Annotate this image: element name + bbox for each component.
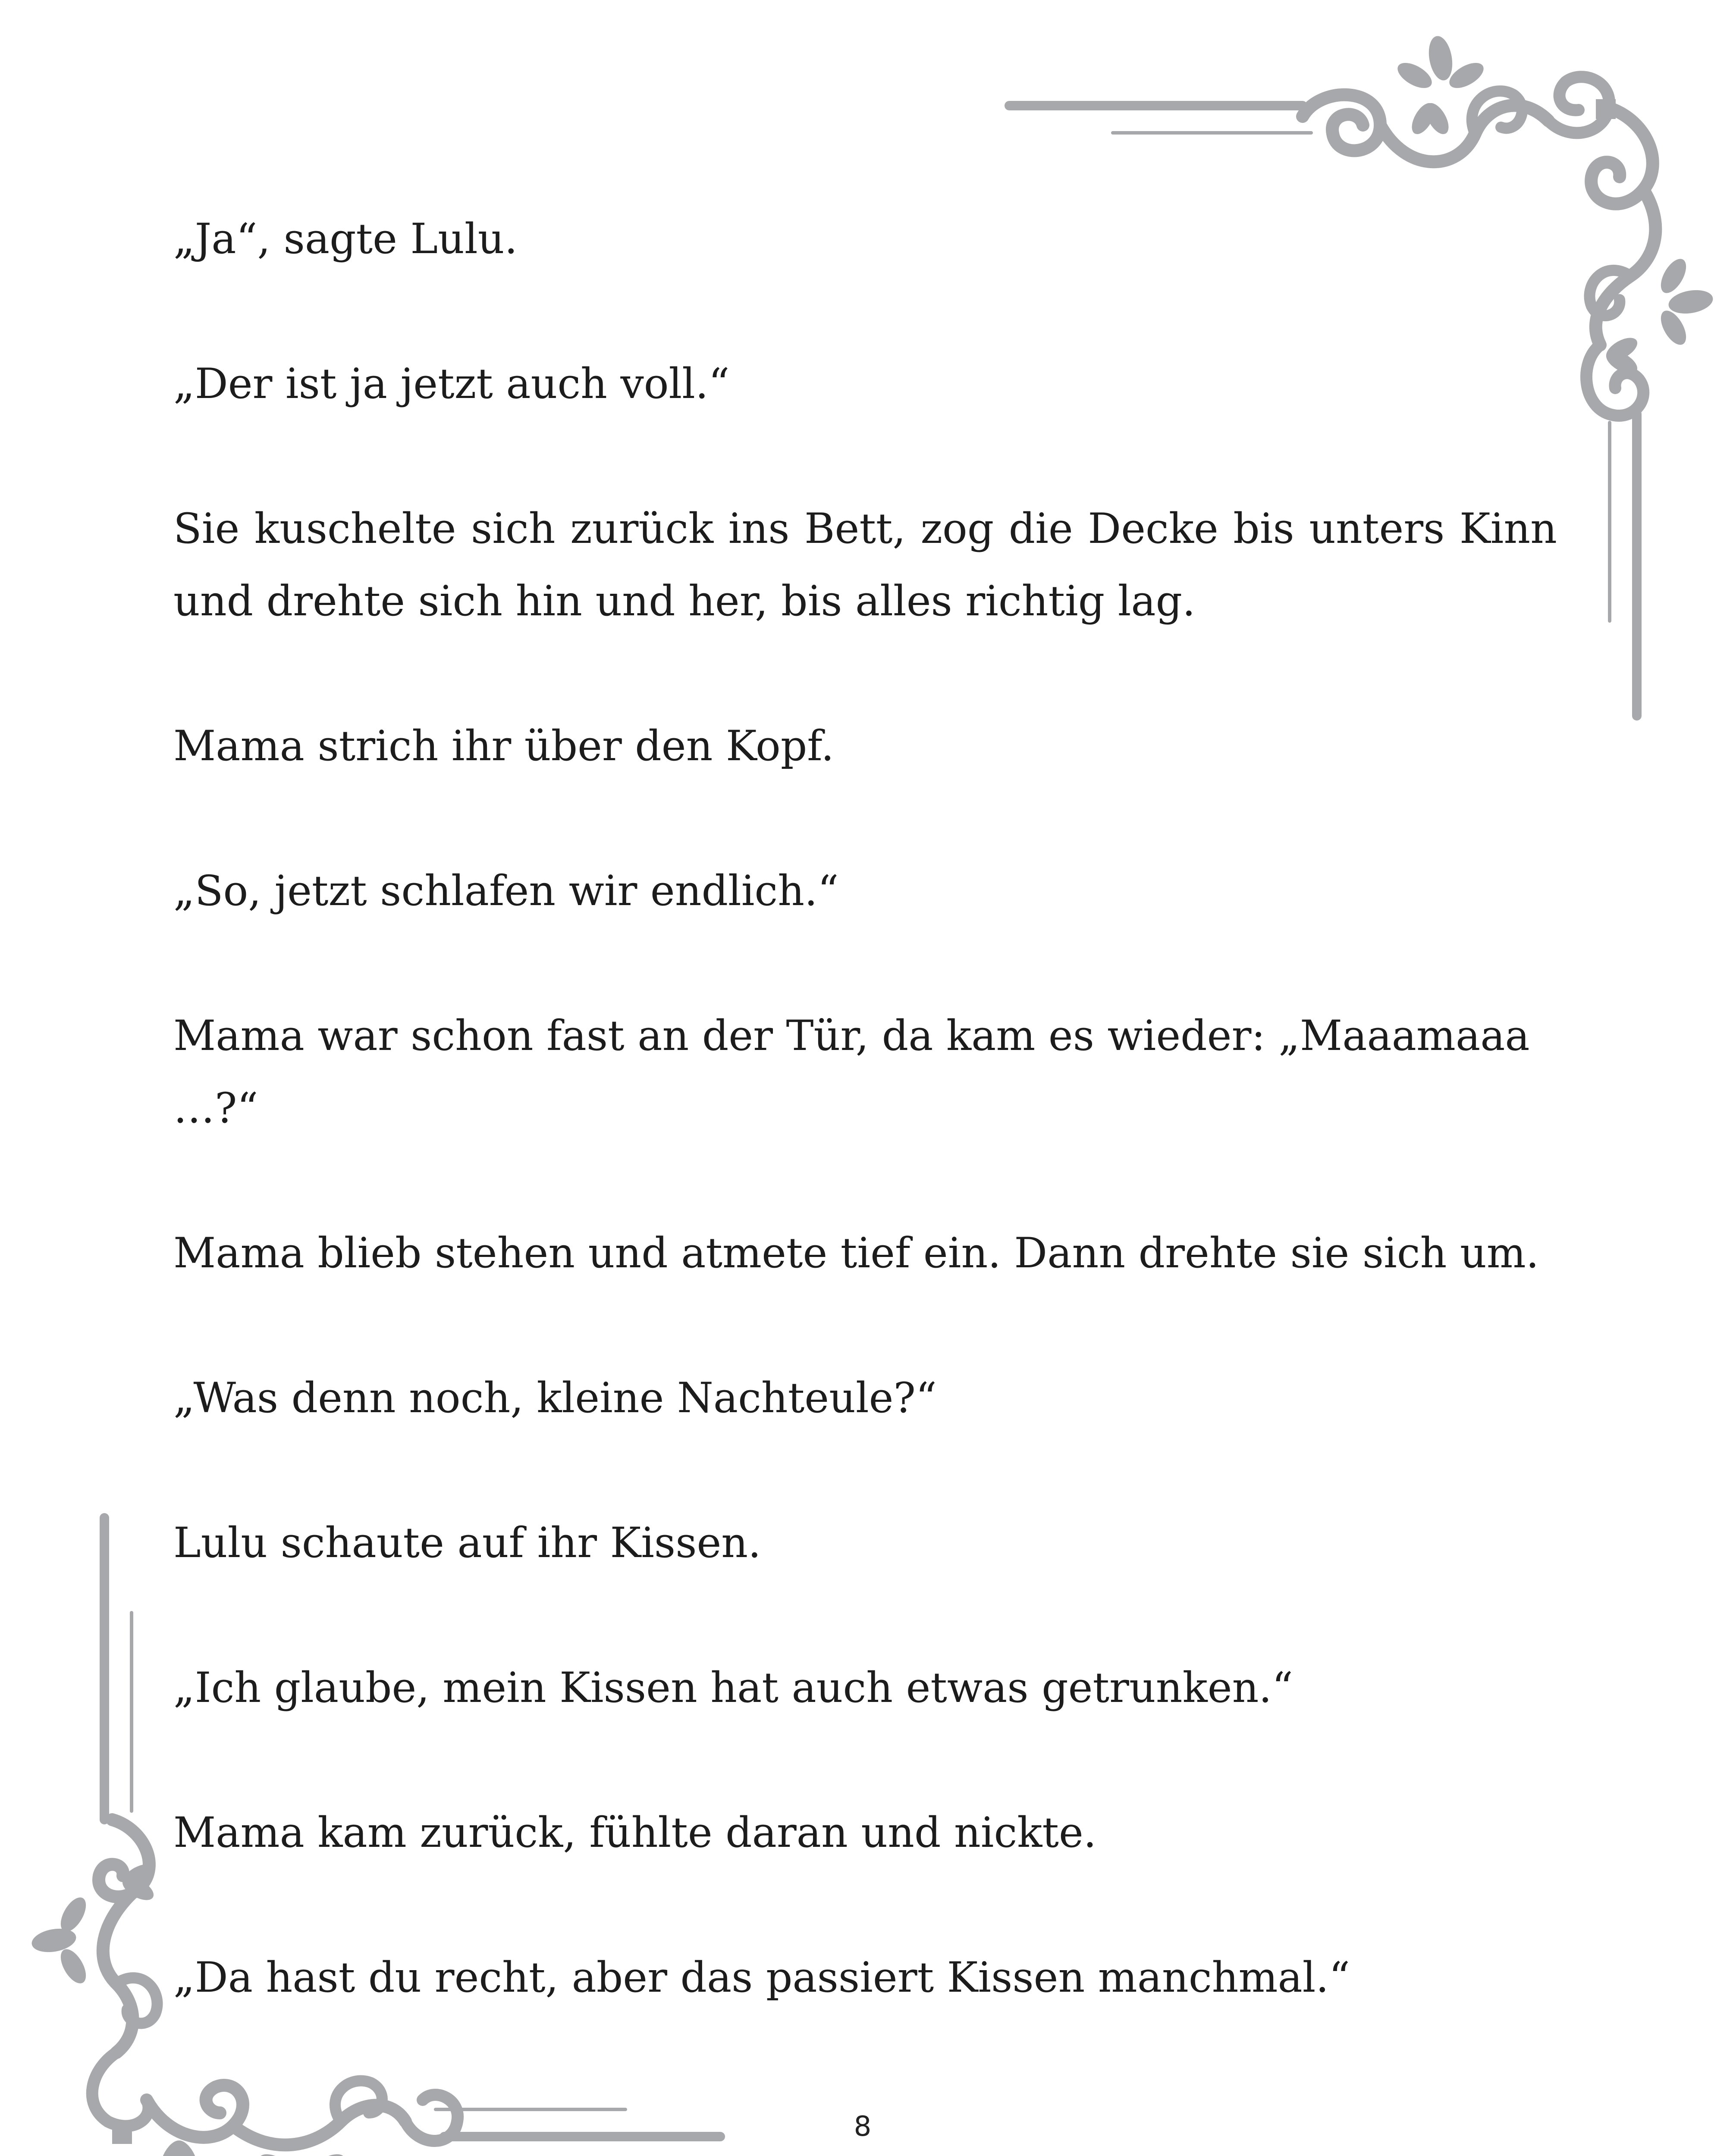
paragraph: Mama strich ihr über den Kopf.	[173, 722, 834, 770]
paragraph: „So, jetzt schlafen wir endlich.“	[173, 867, 839, 915]
paragraph: Mama war schon fast an der Tür, da kam es wieder: „Maaamaaa …?“	[173, 1012, 1530, 1132]
paragraph: „Der ist ja jetzt auch voll.“	[173, 360, 730, 408]
paragraph: „Was denn noch, kleine Nachteule?“	[173, 1374, 937, 1422]
story-text	[173, 203, 1557, 2086]
paragraph: Mama blieb stehen und atmete tief ein. Dann drehte sie sich um.	[173, 1229, 1539, 1277]
paragraph: Lulu schaute auf ihr Kissen.	[173, 1519, 761, 1567]
page-number: 8	[854, 2111, 872, 2143]
paragraph: „Ja“, sagte Lulu.	[173, 215, 518, 263]
paragraph: „Ich glaube, mein Kissen hat auch etwas getrunken.“	[173, 1664, 1293, 1712]
paragraph: Sie kuschelte sich zurück ins Bett, zog die Decke bis unters Kinn und drehte sich hin und her, bis alles richtig lag.	[173, 505, 1557, 625]
paragraph: „Da hast du recht, aber das passiert Kissen manchmal.“	[173, 1953, 1350, 2002]
paragraph: Mama kam zurück, fühlte daran und nickte.	[173, 1808, 1097, 1857]
